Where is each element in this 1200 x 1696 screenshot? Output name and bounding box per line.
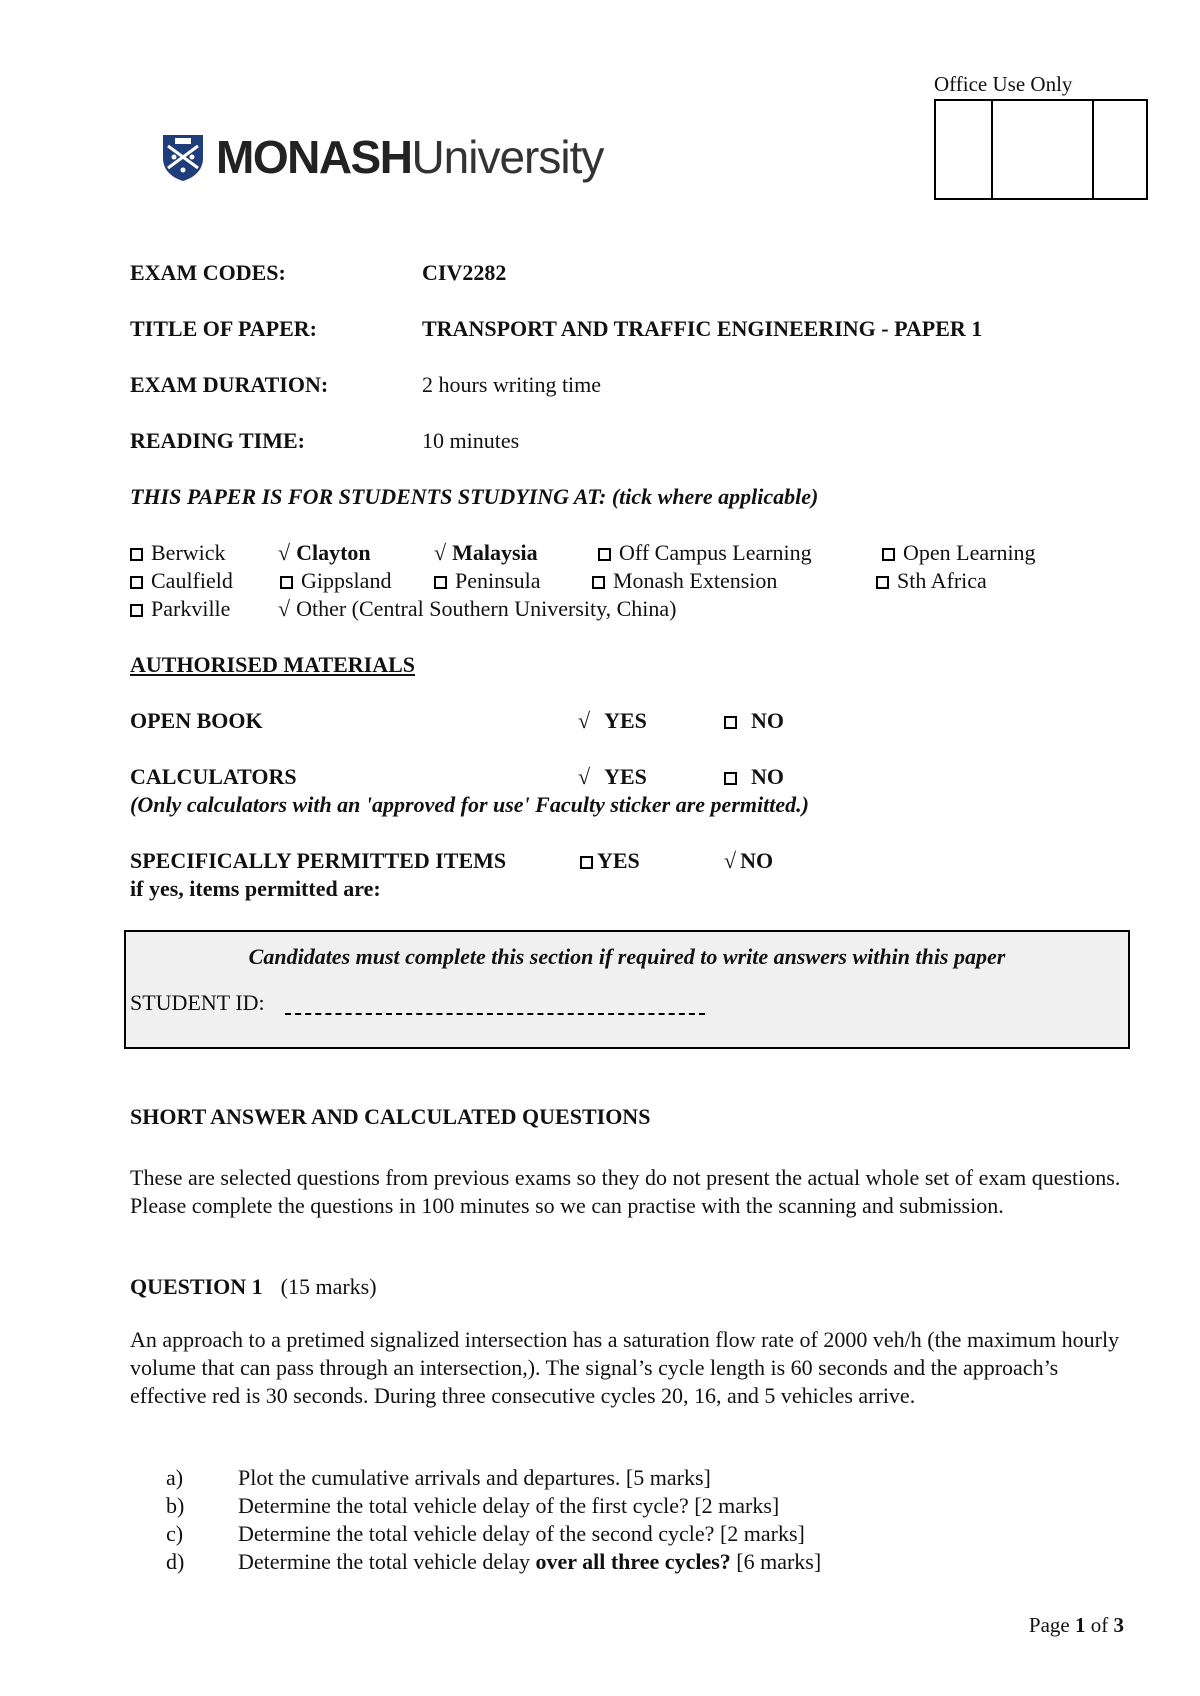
campus-caulfield: Caulfield (130, 568, 233, 594)
checkbox-icon (130, 576, 143, 589)
campus-parkville: Parkville (130, 596, 230, 622)
calculators-no: NO (724, 764, 784, 790)
campus-sth-africa: Sth Africa (876, 568, 987, 594)
student-id-row (130, 990, 1128, 1016)
open-book-yes: √ YES (578, 708, 647, 733)
checkbox-icon (130, 548, 143, 561)
exam-codes-value: CIV2282 (422, 260, 507, 285)
calculators-note: (Only calculators with an 'approved for use' Faculty sticker are permitted.) (130, 792, 809, 817)
tick-icon: √ (578, 764, 591, 789)
permitted-items-label: SPECIFICALLY PERMITTED ITEMS (130, 848, 507, 873)
checkbox-icon (280, 576, 293, 589)
monash-logo (160, 130, 603, 184)
section-heading: SHORT ANSWER AND CALCULATED QUESTIONS (130, 1104, 651, 1129)
open-book-no: NO (724, 708, 784, 734)
checkbox-icon (592, 576, 605, 589)
office-use-label: Office Use Only (934, 72, 1073, 96)
checkbox-icon (876, 576, 889, 589)
checkbox-icon (724, 772, 737, 785)
candidate-section-box (124, 930, 1130, 1049)
exam-codes-label: EXAM CODES: (130, 260, 286, 285)
campus-heading: THIS PAPER IS FOR STUDENTS STUDYING AT: (tick where applicable) (130, 484, 819, 509)
duration-value: 2 hours writing time (422, 372, 602, 397)
calculators-yes: √ YES (578, 764, 647, 789)
candidate-note: Candidates must complete this section if required to write answers within this paper (248, 944, 1006, 969)
campus-other: √ Other (Central Southern University, China) (278, 596, 677, 621)
title-value: TRANSPORT AND TRAFFIC ENGINEERING - PAPER 1 (422, 316, 983, 341)
permitted-no: √ NO (724, 848, 774, 873)
question1-title: QUESTION 1 (15 marks) (130, 1274, 377, 1299)
checkbox-icon (130, 604, 143, 617)
campus-malaysia: √ Malaysia (434, 540, 538, 565)
logo-monash: MONASH (216, 131, 412, 183)
campus-open-learning: Open Learning (882, 540, 1036, 566)
duration-label: EXAM DURATION: (130, 372, 329, 397)
reading-time-value: 10 minutes (422, 428, 520, 453)
question1-parts (166, 1465, 821, 1577)
tick-icon: √ (434, 540, 447, 565)
campus-clayton: √ Clayton (278, 540, 371, 565)
intro-paragraph: These are selected questions from previous exams so they do not present the actual whole set of exam questions. Please complete the questions in 100 minutes so we can practise with the scanning and submission. (130, 1165, 1121, 1218)
title-label: TITLE OF PAPER: (130, 316, 318, 341)
permitted-yes: YES (580, 848, 640, 874)
campus-off-campus: Off Campus Learning (598, 540, 812, 566)
checkbox-icon (724, 716, 737, 729)
tick-icon: √ (724, 848, 737, 873)
question-part: a) Plot the cumulative arrivals and departures. [5 marks] (166, 1465, 711, 1490)
calculators-label: CALCULATORS (130, 764, 297, 789)
question-part: c) Determine the total vehicle delay of the second cycle? [2 marks] (166, 1521, 805, 1546)
permitted-note: if yes, items permitted are: (130, 876, 381, 901)
open-book-label: OPEN BOOK (130, 708, 263, 733)
office-use-box (934, 99, 1148, 200)
tick-icon: √ (578, 708, 591, 733)
tick-icon: √ (278, 540, 291, 565)
campus-berwick: Berwick (130, 540, 226, 566)
student-id-field[interactable] (285, 995, 705, 1015)
page-number: Page 1 of 3 (1028, 1613, 1124, 1637)
reading-time-label: READING TIME: (130, 428, 306, 453)
authorised-heading: AUTHORISED MATERIALS (130, 652, 416, 677)
campus-monash-extension: Monash Extension (592, 568, 777, 594)
question-part: b) Determine the total vehicle delay of the first cycle? [2 marks] (166, 1493, 780, 1518)
question-part: d) Determine the total vehicle delay over all three cycles? [6 marks] (166, 1549, 822, 1574)
checkbox-icon (434, 576, 447, 589)
campus-peninsula: Peninsula (434, 568, 541, 594)
monash-crest-icon (160, 132, 206, 182)
logo-university: University (411, 131, 604, 183)
tick-icon: √ (278, 596, 291, 621)
campus-gippsland: Gippsland (280, 568, 391, 594)
checkbox-icon (580, 856, 593, 869)
checkbox-icon (598, 548, 611, 561)
question1-body: An approach to a pretimed signalized intersection has a saturation flow rate of 2000 veh/h (the maximum hourly volume that can pass through an intersection,). The signal’s cycle length is 60 seconds and the approach’s effective red is 30 seconds. During three consecutive cycles 20, 16, and 5 vehicles arrive. (130, 1327, 1120, 1408)
checkbox-icon (882, 548, 895, 561)
student-id-label: STUDENT ID: (130, 990, 265, 1015)
